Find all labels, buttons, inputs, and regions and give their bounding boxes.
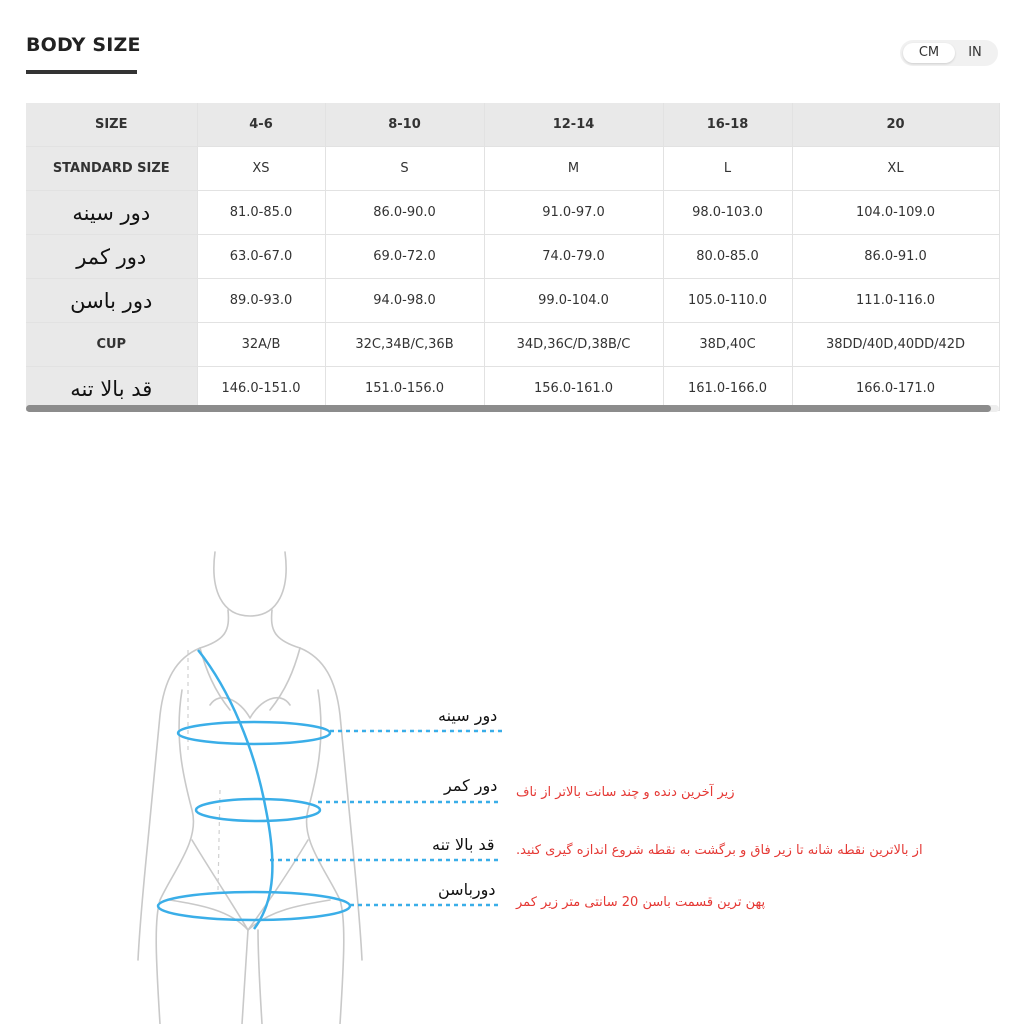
table-header-row	[26, 103, 999, 147]
table-cell: 99.0-104.0	[484, 279, 663, 323]
table-cell: 104.0-109.0	[792, 191, 999, 235]
table-row	[26, 279, 999, 323]
table-cell: 111.0-116.0	[792, 279, 999, 323]
column-header: SIZE	[26, 103, 197, 147]
table-cell: S	[325, 147, 484, 191]
size-table	[26, 103, 1000, 411]
table-cell: 32A/B	[197, 323, 325, 367]
table-cell: 86.0-91.0	[792, 235, 999, 279]
table-cell: 74.0-79.0	[484, 235, 663, 279]
table-cell: 146.0-151.0	[197, 367, 325, 411]
row-header: قد بالا تنه	[26, 367, 197, 411]
row-header: دور سینه	[26, 191, 197, 235]
column-header: 8-10	[325, 103, 484, 147]
table-cell: 81.0-85.0	[197, 191, 325, 235]
row-header: CUP	[26, 323, 197, 367]
table-cell: 151.0-156.0	[325, 367, 484, 411]
table-row	[26, 367, 999, 411]
table-cell: 98.0-103.0	[663, 191, 792, 235]
column-header: 12-14	[484, 103, 663, 147]
torso-note: از بالاترین نقطه شانه تا زیر فاق و برگشت به نقطه شروع اندازه گیری کنید.	[516, 843, 923, 858]
table-cell: 86.0-90.0	[325, 191, 484, 235]
table-row	[26, 235, 999, 279]
bust-label: دور سینه	[438, 706, 498, 725]
column-header: 16-18	[663, 103, 792, 147]
table-cell: 91.0-97.0	[484, 191, 663, 235]
table-cell: XL	[792, 147, 999, 191]
unit-in-option[interactable]: IN	[968, 45, 982, 60]
table-cell: 38D,40C	[663, 323, 792, 367]
table-cell: 156.0-161.0	[484, 367, 663, 411]
column-header: 20	[792, 103, 999, 147]
table-cell: 94.0-98.0	[325, 279, 484, 323]
column-header: 4-6	[197, 103, 325, 147]
table-cell: 105.0-110.0	[663, 279, 792, 323]
hip-label: دورباسن	[438, 880, 496, 899]
table-row	[26, 191, 999, 235]
waist-note: زیر آخرین دنده و چند سانت بالاتر از ناف	[516, 785, 735, 800]
table-cell: L	[663, 147, 792, 191]
table-scrollbar[interactable]	[26, 405, 999, 412]
hip-note: پهن ترین قسمت باسن 20 سانتی متر زیر کمر	[516, 895, 766, 910]
row-header: دور کمر	[26, 235, 197, 279]
table-cell: 89.0-93.0	[197, 279, 325, 323]
table-cell: XS	[197, 147, 325, 191]
table-cell: 161.0-166.0	[663, 367, 792, 411]
row-header: STANDARD SIZE	[26, 147, 197, 191]
table-cell: 69.0-72.0	[325, 235, 484, 279]
table-cell: 80.0-85.0	[663, 235, 792, 279]
table-cell: 166.0-171.0	[792, 367, 999, 411]
table-cell: 32C,34B/C,36B	[325, 323, 484, 367]
row-header: دور باسن	[26, 279, 197, 323]
page-title: BODY SIZE	[26, 34, 141, 56]
table-cell: M	[484, 147, 663, 191]
table-row	[26, 323, 999, 367]
table-cell: 34D,36C/D,38B/C	[484, 323, 663, 367]
waist-label: دور کمر	[444, 776, 498, 795]
unit-cm-option[interactable]: CM	[903, 43, 955, 63]
scrollbar-thumb[interactable]	[26, 405, 991, 412]
unit-toggle[interactable]	[900, 40, 998, 66]
torso-label: قد بالا تنه	[432, 835, 495, 854]
table-row	[26, 147, 999, 191]
title-underline	[26, 70, 137, 74]
table-cell: 38DD/40D,40DD/42D	[792, 323, 999, 367]
table-cell: 63.0-67.0	[197, 235, 325, 279]
